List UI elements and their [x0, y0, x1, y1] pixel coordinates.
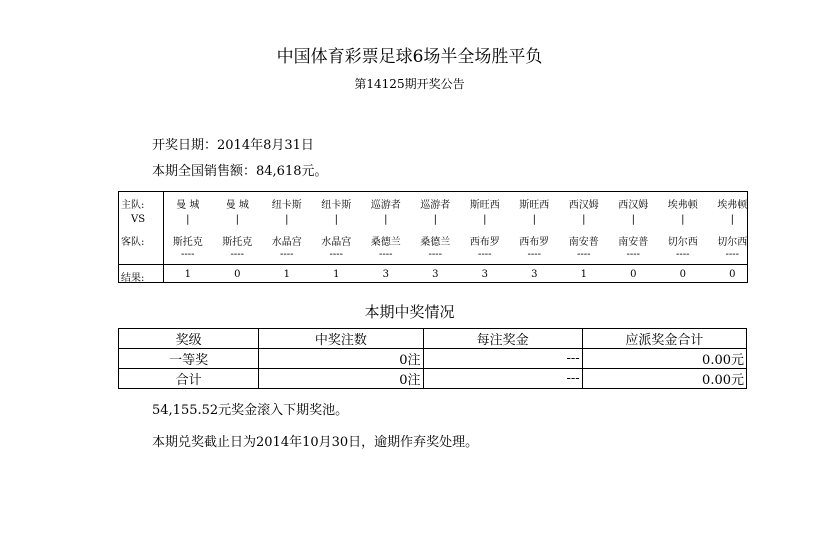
- match-result: 0: [630, 269, 637, 280]
- dash-mark: ----: [279, 249, 294, 260]
- match-result: 1: [333, 269, 340, 280]
- away-team: 切尔西: [717, 237, 748, 248]
- vs-mark: |: [285, 214, 289, 225]
- matches-table: [118, 191, 748, 283]
- col-total-header: 应派奖金合计: [582, 329, 746, 349]
- home-team: 西汉姆: [618, 200, 649, 211]
- table-row: [119, 349, 747, 369]
- dash-mark: ----: [378, 249, 393, 260]
- dash-mark: ----: [180, 249, 195, 260]
- prize-per-bet: ---: [423, 369, 582, 389]
- col-count-header: 中奖注数: [259, 329, 423, 349]
- vs-mark: |: [483, 214, 487, 225]
- away-team: 桑德兰: [370, 237, 401, 248]
- prize-level: 合计: [119, 369, 259, 389]
- match-result: 1: [283, 269, 290, 280]
- dash-mark: ----: [230, 249, 244, 260]
- away-team: 切尔西: [667, 237, 698, 248]
- table-row: [119, 369, 747, 389]
- home-team: 曼 城: [176, 200, 200, 211]
- prize-level: 一等奖: [119, 349, 259, 369]
- result-label: 结果:: [121, 273, 145, 284]
- home-team: 巡游者: [370, 200, 401, 211]
- dash-mark: ----: [675, 249, 690, 260]
- col-level-header: 奖级: [119, 329, 259, 349]
- home-team: 埃弗顿: [717, 200, 748, 211]
- home-team: 纽卡斯: [321, 200, 352, 211]
- prize-per-bet: ---: [423, 349, 582, 369]
- match-result: 0: [729, 269, 736, 280]
- vs-mark: |: [681, 214, 685, 225]
- vs-label: VS: [131, 214, 146, 225]
- dash-mark: ----: [428, 249, 442, 260]
- col-per-bet-header: 每注奖金: [423, 329, 582, 349]
- prize-total: 0.00元: [582, 369, 746, 389]
- away-team: 西布罗: [519, 237, 550, 248]
- match-result: 1: [580, 269, 587, 280]
- away-team: 水晶宫: [321, 237, 352, 248]
- vs-mark: |: [730, 214, 734, 225]
- rollover-note: 54,155.52元奖金滚入下期奖池。: [152, 403, 349, 418]
- dash-mark: ----: [725, 249, 739, 260]
- away-team: 西布罗: [469, 237, 500, 248]
- match-result: 3: [382, 269, 389, 280]
- away-team: 南安普: [568, 237, 599, 248]
- match-result: 3: [531, 269, 538, 280]
- prize-header-row: [119, 329, 747, 349]
- sales-amount: 本期全国销售额：84,618元。: [152, 164, 328, 179]
- away-team: 斯托克: [222, 237, 253, 248]
- match-result: 0: [679, 269, 686, 280]
- vs-mark: |: [334, 214, 338, 225]
- away-label: 客队:: [121, 237, 145, 248]
- home-team: 曼 城: [225, 200, 249, 211]
- match-result: 1: [184, 269, 191, 280]
- home-team: 纽卡斯: [271, 200, 302, 211]
- dash-mark: ----: [626, 249, 640, 260]
- home-team: 斯旺西: [469, 200, 500, 211]
- home-label: 主队:: [121, 200, 145, 211]
- match-result: 3: [481, 269, 488, 280]
- match-result: 0: [234, 269, 241, 280]
- vs-mark: |: [631, 214, 635, 225]
- dash-mark: ----: [527, 249, 541, 260]
- result-divider: [119, 264, 747, 265]
- issue-subtitle: 第14125期开奖公告: [354, 77, 465, 91]
- page-title: 中国体育彩票足球6场半全场胜平负: [276, 47, 543, 67]
- home-team: 埃弗顿: [667, 200, 698, 211]
- vs-mark: |: [582, 214, 586, 225]
- match-result: 3: [432, 269, 439, 280]
- draw-date: 开奖日期：2014年8月31日: [152, 138, 314, 153]
- dash-mark: ----: [576, 249, 591, 260]
- home-team: 巡游者: [420, 200, 451, 211]
- dash-mark: ----: [477, 249, 492, 260]
- home-team: 斯旺西: [519, 200, 550, 211]
- vs-mark: |: [235, 214, 239, 225]
- away-team: 南安普: [618, 237, 649, 248]
- vs-mark: |: [433, 214, 437, 225]
- prize-count: 0注: [259, 349, 423, 369]
- vs-mark: |: [532, 214, 536, 225]
- deadline-note: 本期兑奖截止日为2014年10月30日，逾期作弃奖处理。: [152, 435, 479, 450]
- prize-heading: 本期中奖情况: [364, 303, 455, 321]
- dash-mark: ----: [329, 249, 343, 260]
- vs-mark: |: [186, 214, 190, 225]
- prize-count: 0注: [259, 369, 423, 389]
- home-team: 西汉姆: [568, 200, 599, 211]
- prize-table: [118, 328, 747, 389]
- away-team: 桑德兰: [420, 237, 451, 248]
- away-team: 斯托克: [172, 237, 203, 248]
- prize-total: 0.00元: [582, 349, 746, 369]
- away-team: 水晶宫: [271, 237, 302, 248]
- vs-mark: |: [384, 214, 388, 225]
